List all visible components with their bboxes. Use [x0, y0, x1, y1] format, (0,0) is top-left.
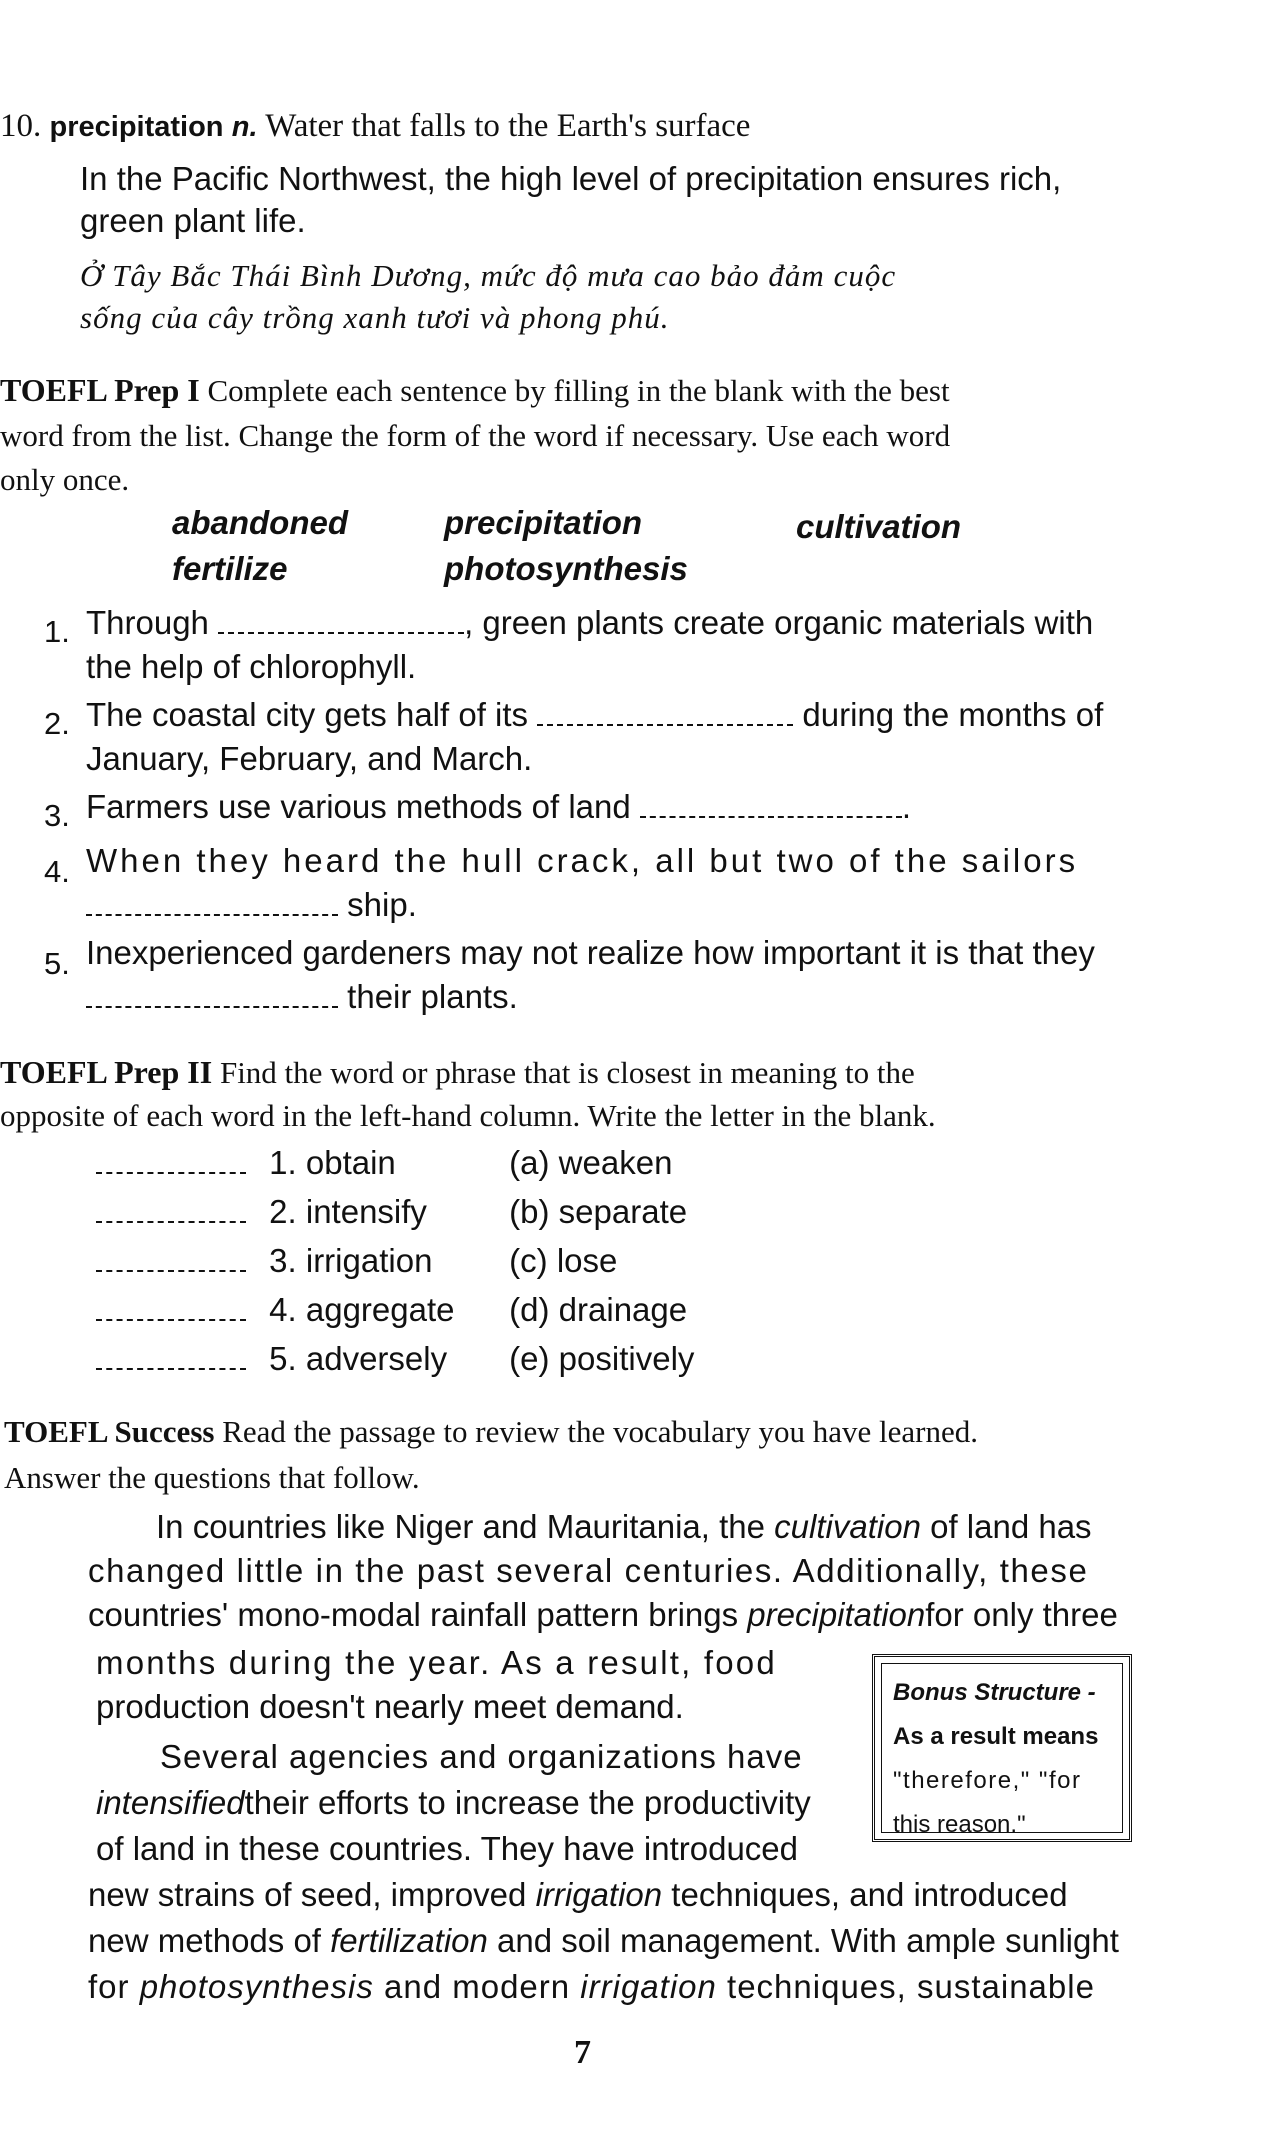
- entry-example-line1: In the Pacific Northwest, the high level of precipitation ensures rich,: [80, 160, 1062, 197]
- passage-line: Several agencies and organizations have: [160, 1738, 803, 1775]
- item-text: their plants.: [347, 978, 518, 1015]
- item-text: ship.: [347, 886, 417, 923]
- answer-blank[interactable]: [96, 1368, 246, 1370]
- prep2-instructions-line1: [0, 1054, 915, 1091]
- prep1-item-4-line2: [86, 886, 417, 924]
- passage-text: and soil management. With ample sunlight: [497, 1922, 1119, 1959]
- word-list-item: fertilize: [172, 550, 288, 587]
- prep2-instructions-line2: opposite of each word in the left-hand column. Write the letter in the blank.: [0, 1098, 936, 1133]
- prep1-item-3: [86, 788, 911, 826]
- vocab-word: intensified: [96, 1784, 245, 1821]
- word-list-item: precipitation: [444, 504, 643, 541]
- page-number: 7: [574, 2034, 591, 2071]
- item-continuation: the help of chlorophyll.: [86, 648, 417, 685]
- bonus-structure-box: [872, 1654, 1132, 1842]
- entry-translation-line1: Ở Tây Bắc Thái Bình Dương, mức độ mưa cao bảo đảm cuộc: [80, 258, 897, 293]
- vocab-word: irrigation: [580, 1968, 717, 2005]
- success-instructions-line1: [4, 1414, 978, 1450]
- passage-line: production doesn't nearly meet demand.: [96, 1688, 684, 1725]
- entry-translation-line2: sống của cây trồng xanh tươi và phong phú.: [80, 300, 670, 335]
- passage-text: and modern: [384, 1968, 571, 2005]
- passage-line: [88, 1876, 1068, 1914]
- bonus-box-text: [893, 1671, 1119, 1847]
- bonus-line: As a result means: [893, 1723, 1099, 1750]
- bonus-title: Bonus Structure -: [893, 1679, 1096, 1706]
- item-text: The coastal city gets half of its: [86, 696, 529, 733]
- entry-definition: Water that falls to the Earth's surface: [265, 108, 751, 144]
- passage-text: new methods of: [88, 1922, 321, 1959]
- word-list-item: cultivation: [796, 508, 962, 545]
- answer-blank[interactable]: [96, 1319, 246, 1321]
- word-list-item: abandoned: [172, 504, 349, 541]
- match-row: [96, 1193, 687, 1231]
- item-number: 4.: [44, 854, 70, 889]
- match-row: [96, 1242, 617, 1280]
- word-list-item: photosynthesis: [444, 550, 688, 587]
- bonus-line: this reason.": [893, 1811, 1026, 1838]
- passage-line: [88, 1596, 1118, 1634]
- item-number: 1.: [44, 614, 70, 649]
- prep1-instructions-line1: [0, 372, 950, 409]
- entry-number: 10.: [0, 108, 42, 144]
- entry-headword-line: [0, 108, 750, 145]
- prep1-heading: TOEFL Prep I: [0, 372, 200, 408]
- answer-blank[interactable]: [96, 1270, 246, 1272]
- item-number: 3.: [44, 798, 70, 833]
- item-number: 2.: [44, 706, 70, 741]
- item-text: Farmers use various methods of land: [86, 788, 631, 825]
- prep1-instructions-line3: only once.: [0, 462, 130, 497]
- prep1-instructions-text: Complete each sentence by filling in the blank with the best: [207, 373, 950, 408]
- match-row: [96, 1340, 694, 1378]
- match-row: [96, 1291, 687, 1329]
- item-number: 5.: [44, 946, 70, 981]
- passage-line: [88, 1922, 1119, 1960]
- prep1-item-5-line2: [86, 978, 518, 1016]
- passage-text: new strains of seed, improved: [88, 1876, 527, 1913]
- match-right-option: (e) positively: [509, 1340, 695, 1377]
- match-left-term: 1. obtain: [269, 1144, 396, 1181]
- passage-line: [96, 1784, 811, 1822]
- match-left-term: 3. irrigation: [269, 1242, 433, 1279]
- passage-text: for: [88, 1968, 130, 2005]
- entry-word: precipitation: [49, 111, 224, 143]
- answer-blank[interactable]: [218, 632, 464, 634]
- success-heading: TOEFL Success: [4, 1414, 215, 1449]
- prep1-item-2: [86, 696, 1103, 734]
- match-right-option: (d) drainage: [509, 1291, 688, 1328]
- answer-blank[interactable]: [96, 1172, 246, 1174]
- passage-line: [156, 1508, 1092, 1546]
- passage-text: for only three: [925, 1596, 1118, 1633]
- vocab-word: cultivation: [774, 1508, 921, 1545]
- vocab-word: irrigation: [535, 1876, 663, 1913]
- passage-line: months during the year. As a result, food: [96, 1644, 777, 1681]
- vocab-word: precipitation: [747, 1596, 926, 1633]
- item-continuation: January, February, and March.: [86, 740, 533, 777]
- prep1-item-1: [86, 604, 1093, 642]
- item-text: , green plants create organic materials with: [464, 604, 1094, 641]
- answer-blank[interactable]: [86, 914, 338, 916]
- answer-blank[interactable]: [640, 816, 902, 818]
- passage-line: changed little in the past several centuries. Additionally, these: [88, 1552, 1089, 1589]
- prep1-item-4: When they heard the hull crack, all but two of the sailors: [86, 842, 1079, 879]
- passage-text: their efforts to increase the productivity: [244, 1784, 811, 1821]
- match-right-option: (b) separate: [509, 1193, 688, 1230]
- prep2-instructions-text: Find the word or phrase that is closest in meaning to the: [219, 1055, 915, 1090]
- prep2-heading: TOEFL Prep II: [0, 1054, 213, 1090]
- match-row: [96, 1144, 672, 1182]
- prep1-instructions-line2: word from the list. Change the form of the word if necessary. Use each word: [0, 418, 951, 453]
- passage-text: of land has: [930, 1508, 1092, 1545]
- passage-line: [88, 1968, 1095, 2006]
- passage-text: countries' mono-modal rainfall pattern brings: [88, 1596, 739, 1633]
- passage-line: of land in these countries. They have introduced: [96, 1830, 799, 1867]
- success-instructions-line2: Answer the questions that follow.: [4, 1460, 420, 1495]
- match-left-term: 4. aggregate: [269, 1291, 455, 1328]
- passage-text: techniques, and introduced: [671, 1876, 1068, 1913]
- success-instructions-text: Read the passage to review the vocabulary you have learned.: [222, 1414, 978, 1449]
- match-left-term: 5. adversely: [269, 1340, 448, 1377]
- match-right-option: (a) weaken: [509, 1144, 673, 1181]
- prep1-item-5: Inexperienced gardeners may not realize how important it is that they: [86, 934, 1095, 971]
- bonus-line: "therefore," "for: [893, 1767, 1082, 1794]
- vocab-word: photosynthesis: [139, 1968, 374, 2005]
- match-right-option: (c) lose: [509, 1242, 618, 1279]
- entry-pos: n.: [231, 111, 258, 143]
- passage-text: techniques, sustainable: [727, 1968, 1095, 2005]
- vocab-word: fertilization: [330, 1922, 488, 1959]
- entry-example-line2: green plant life.: [80, 202, 306, 239]
- answer-blank[interactable]: [537, 724, 793, 726]
- passage-text: In countries like Niger and Mauritania, the: [156, 1508, 765, 1545]
- match-left-term: 2. intensify: [269, 1193, 427, 1230]
- item-text: .: [901, 788, 912, 825]
- item-text: Through: [86, 604, 209, 641]
- answer-blank[interactable]: [96, 1221, 246, 1223]
- item-text: during the months of: [802, 696, 1104, 733]
- answer-blank[interactable]: [86, 1006, 338, 1008]
